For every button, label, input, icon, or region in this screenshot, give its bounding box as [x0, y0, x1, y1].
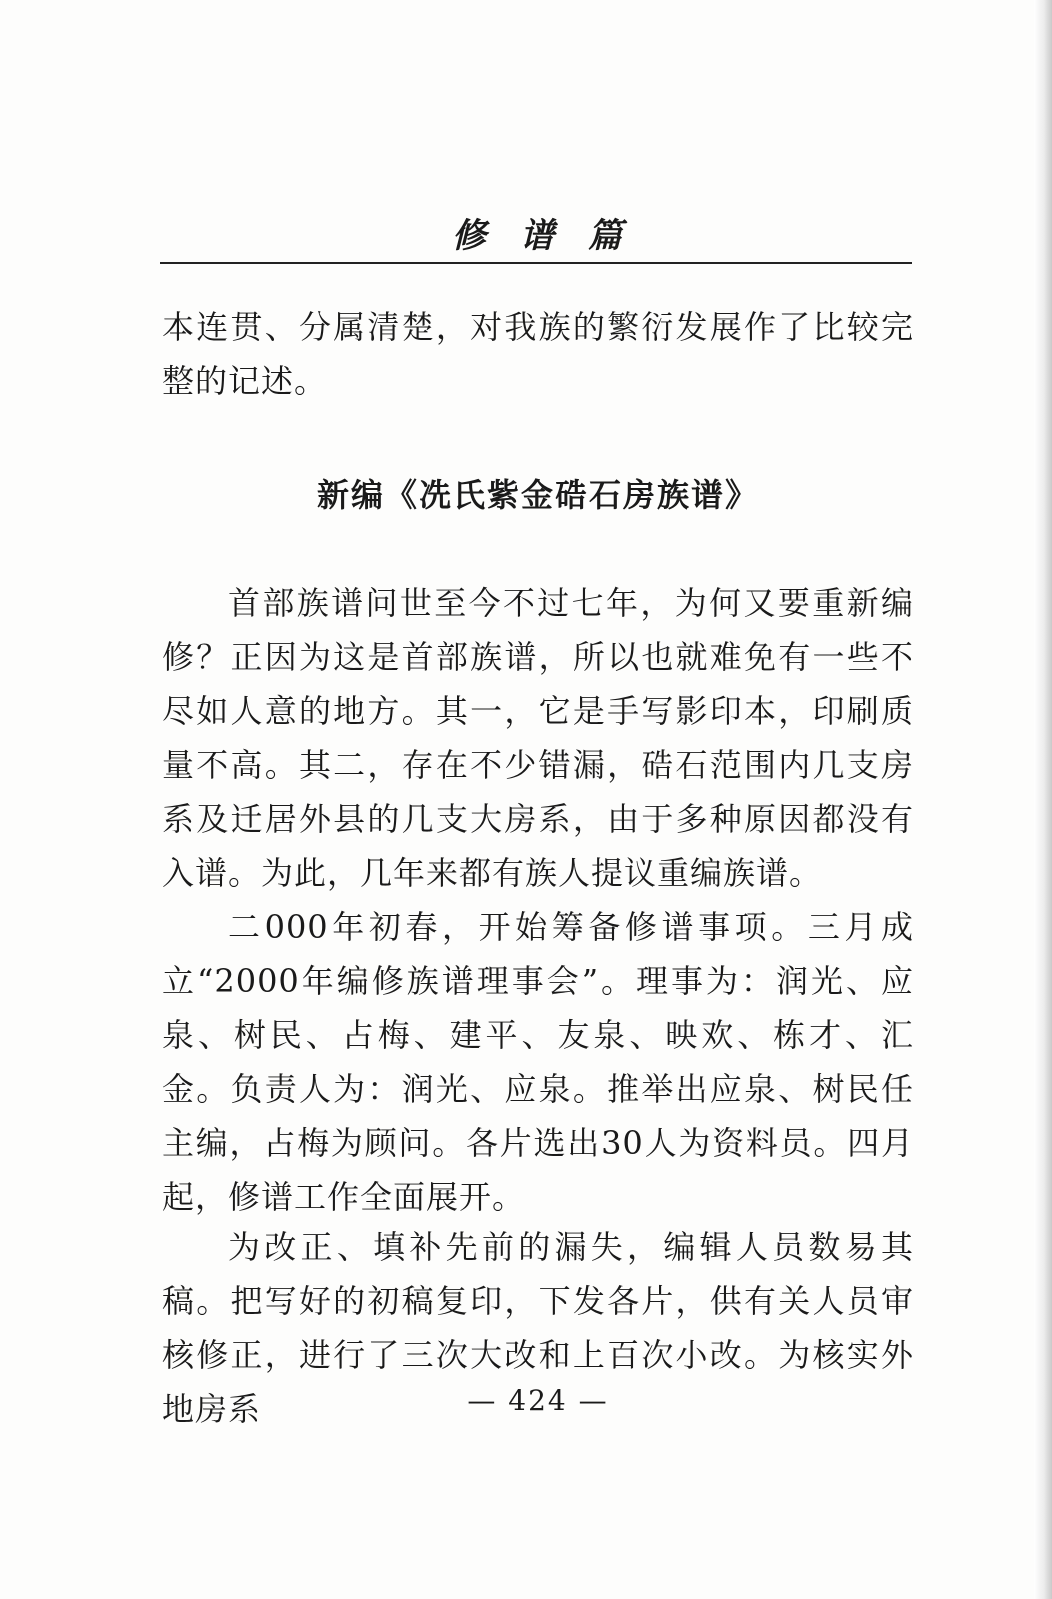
- paragraph-2: 二000年初春，开始筹备修谱事项。三月成立“2000年编修族谱理事会”。理事为：润光、应泉、树民、占梅、建平、友泉、映欢、栋才、汇金。负责人为：润光、应泉。推举出应泉、树民任主编，占梅为顾问。各片选出30人为资料员。四月起，修谱工作全面展开。: [162, 908, 914, 1216]
- running-header: 修谱篇: [452, 216, 656, 256]
- continued-paragraph: 本连贯、分属清楚，对我族的繁衍发展作了比较完整的记述。: [162, 308, 914, 400]
- paragraph-1: 首部族谱问世至今不过七年，为何又要重新编修？正因为这是首部族谱，所以也就难免有一些不尽如人意的地方。其一，它是手写影印本，印刷质量不高。其二，存在不少错漏，硞石范围内几支房系及迁居外县的几支大房系，由于多种原因都没有入谱。为此，几年来都有族人提议重编族谱。: [162, 584, 914, 892]
- page-number: — 424 —: [467, 1384, 609, 1417]
- header-rule: [160, 262, 912, 264]
- section-heading: 新编《冼氏紫金硞石房族谱》: [316, 476, 759, 514]
- page-edge-shadow: [1034, 0, 1052, 1599]
- paragraph-3: 为改正、填补先前的漏失，编辑人员数易其稿。把写好的初稿复印，下发各片，供有关人员审核修正，进行了三次大改和上百次小改。为核实外地房系: [162, 1228, 914, 1428]
